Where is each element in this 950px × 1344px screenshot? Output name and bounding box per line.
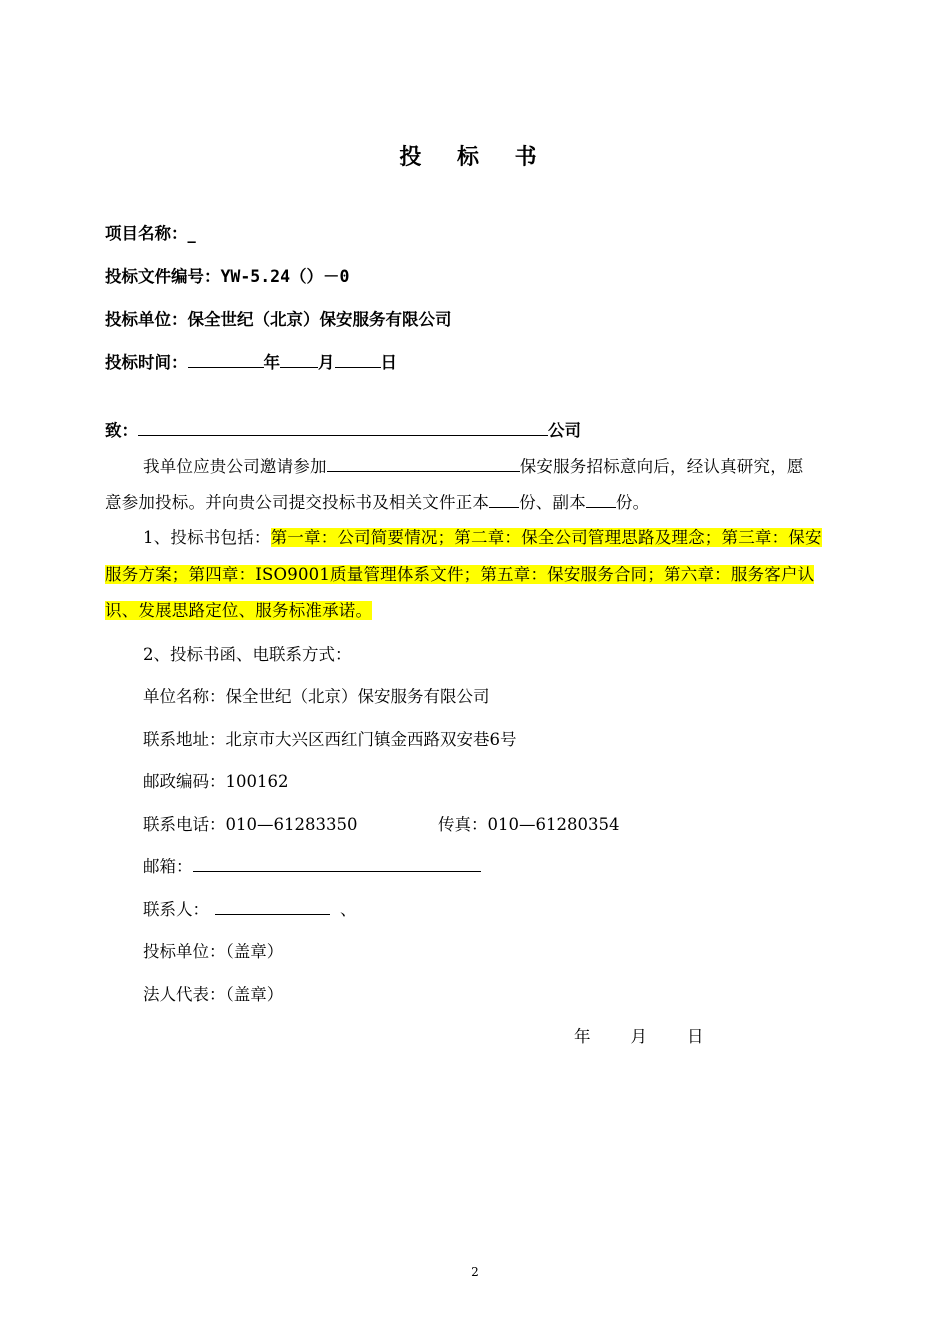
email-blank <box>193 855 481 872</box>
intro-line2-part-3: 份。 <box>615 493 650 512</box>
intro-line-2 <box>105 489 865 513</box>
intro-line2-part-2: 份、副本 <box>519 493 586 512</box>
contact-person-label: 联系人： <box>143 900 209 919</box>
footer-year: 年 <box>574 1027 591 1046</box>
item1-highlight-3: 识、发展思路定位、服务标准承诺。 <box>105 601 373 620</box>
seal-unit-value: （盖章） <box>225 942 284 961</box>
unit-name-value: 保全世纪（北京）保安服务有限公司 <box>225 687 490 706</box>
item1-highlight-2: 服务方案；第四章：ISO9001质量管理体系文件；第五章：保安服务合同；第六章：服务客户认 <box>105 565 815 584</box>
contact-person-row <box>143 896 357 920</box>
footer-month: 月 <box>630 1027 647 1046</box>
item1-line-3 <box>105 597 865 621</box>
unit-name-label: 单位名称： <box>143 687 226 706</box>
contact-person-suffix: 、 <box>340 900 357 919</box>
legal-rep-value: （盖章） <box>225 985 284 1004</box>
phone-label: 联系电话： <box>143 815 226 834</box>
fax-row <box>438 811 619 835</box>
email-label: 邮箱： <box>143 857 193 876</box>
item1-highlight-1: 第一章：公司简要情况；第二章：保全公司管理思路及理念；第三章：保安 <box>270 528 822 547</box>
item2-heading: 2、投标书函、电联系方式： <box>143 645 352 664</box>
addressee-row <box>105 417 581 441</box>
doc-number-label: 投标文件编号： <box>105 267 221 286</box>
bid-day-label: 日 <box>380 353 397 372</box>
bid-day-blank <box>335 351 381 368</box>
doc-number-row <box>105 263 349 287</box>
doc-number-value: YW-5.24（）－0 <box>220 267 350 286</box>
bid-time-row <box>105 349 397 373</box>
intro-line-1 <box>105 453 865 477</box>
document-title: 投 标 书 <box>399 145 551 170</box>
item1-line-1 <box>105 524 865 548</box>
footer-date <box>574 1023 704 1047</box>
project-blank <box>327 455 520 472</box>
address-value: 北京市大兴区西红门镇金西路双安巷6号 <box>225 730 517 749</box>
address-label: 联系地址： <box>143 730 226 749</box>
seal-unit-row <box>143 938 283 962</box>
seal-unit-label: 投标单位： <box>143 942 226 961</box>
bid-time-label: 投标时间： <box>105 353 188 372</box>
bid-month-label: 月 <box>318 353 335 372</box>
bid-year-blank <box>188 351 264 368</box>
bidder-value: 保全世纪（北京）保安服务有限公司 <box>187 310 452 329</box>
item1-line-2 <box>105 561 865 585</box>
legal-rep-row <box>143 981 283 1005</box>
legal-rep-label: 法人代表： <box>143 985 226 1004</box>
unit-name-row <box>143 683 490 707</box>
project-name-row <box>105 220 196 244</box>
email-row <box>143 853 481 877</box>
bidder-label: 投标单位： <box>105 310 188 329</box>
copy-count-blank <box>586 491 616 508</box>
bidder-row <box>105 306 452 330</box>
postcode-row <box>143 768 289 792</box>
address-row <box>143 726 517 750</box>
project-name-label: 项目名称： <box>105 224 188 243</box>
addressee-label: 致： <box>105 421 138 440</box>
intro-part-1: 我单位应贵公司邀请参加 <box>143 457 327 476</box>
contact-person-blank <box>215 898 330 915</box>
project-name-value: _ <box>187 224 196 243</box>
fax-value: 010—61280354 <box>487 815 620 834</box>
bid-year-label: 年 <box>263 353 280 372</box>
intro-line2-part-1: 意参加投标。并向贵公司提交投标书及相关文件正本 <box>105 493 490 512</box>
item1-prefix: 1、投标书包括： <box>143 528 271 547</box>
intro-part-2: 保安服务招标意向后，经认真研究，愿 <box>519 457 804 476</box>
page-number: 2 <box>471 1265 479 1279</box>
phone-row <box>143 811 357 835</box>
fax-label: 传真： <box>438 815 488 834</box>
postcode-value: 100162 <box>225 772 289 791</box>
original-count-blank <box>489 491 519 508</box>
bid-month-blank <box>280 351 318 368</box>
addressee-suffix: 公司 <box>548 421 581 440</box>
postcode-label: 邮政编码： <box>143 772 226 791</box>
phone-value: 010—61283350 <box>225 815 358 834</box>
addressee-blank <box>138 419 548 436</box>
footer-day: 日 <box>687 1027 704 1046</box>
